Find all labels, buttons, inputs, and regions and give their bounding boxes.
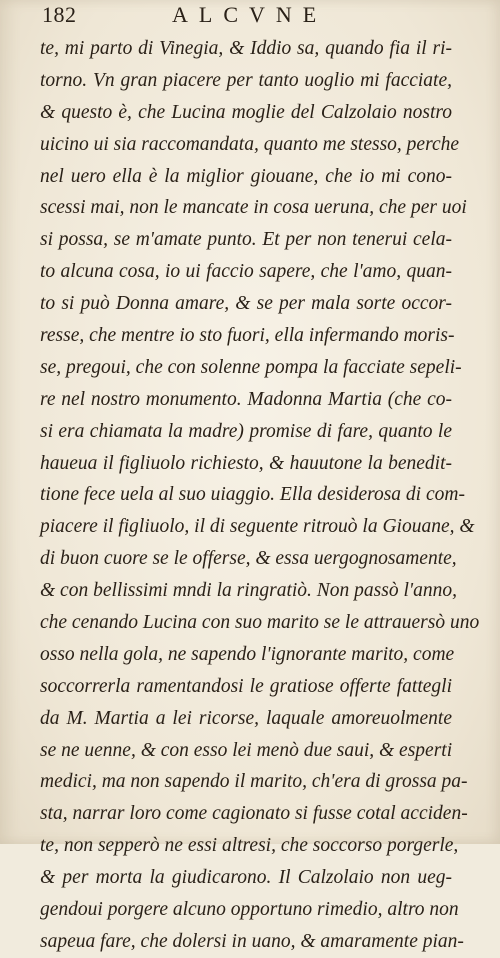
text-line: resse, che mentre io sto fuori, ella infermando moris- bbox=[40, 325, 455, 347]
text-line: gendoui porgere alcuno opportuno rimedio, altro non bbox=[40, 899, 459, 921]
text-line: medici, ma non sapendo il marito, ch'era di grossa pa- bbox=[40, 771, 468, 793]
running-head: ALCVNE bbox=[172, 2, 328, 27]
text-line: tione fece uela al suo uiaggio. Ella desiderosa di com- bbox=[40, 484, 465, 506]
page-header bbox=[42, 2, 462, 30]
text-line: & con bellissimi mndi la ringratiò. Non passò l'anno, bbox=[40, 580, 457, 602]
text-line: scessi mai, non le mancate in cosa ueruna, che per uoi bbox=[40, 197, 467, 219]
text-line: sapeua fare, che dolersi in uano, & amaramente pian- bbox=[40, 930, 464, 952]
text-line: re nel nostro monumento. Madonna Martia (che co- bbox=[40, 388, 452, 410]
text-line: to si può Donna amare, & se per mala sorte occor- bbox=[40, 293, 452, 315]
text-line: di buon cuore se le offerse, & essa uergognosamente, bbox=[40, 548, 457, 570]
text-line: piacere il figliuolo, il di seguente ritrouò la Giouane, & bbox=[40, 516, 475, 538]
text-line: da M. Martia a lei ricorse, laquale amoreuolmente bbox=[40, 707, 452, 729]
text-line: sta, narrar loro come cagionato si fusse cotal acciden- bbox=[40, 803, 468, 825]
text-line: se, pregoui, che con solenne pompa la facciate sepeli- bbox=[40, 356, 462, 378]
text-line: si possa, se m'amate punto. Et per non tenerui cela- bbox=[40, 229, 452, 251]
text-line: nel uero ella è la miglior giouane, che io mi cono- bbox=[40, 165, 452, 187]
text-line: uicino ui sia raccomandata, quanto me stesso, perche bbox=[40, 133, 460, 155]
text-line: torno. Vn gran piacere per tanto uoglio mi facciate, bbox=[40, 69, 452, 91]
body-text bbox=[40, 33, 480, 958]
text-line: se ne uenne, & con esso lei menò due saui, & esperti bbox=[40, 739, 453, 761]
page-number: 182 bbox=[42, 2, 77, 27]
text-line: osso nella gola, ne sapendo l'ignorante marito, come bbox=[40, 643, 455, 665]
text-line: to alcuna cosa, io ui faccio sapere, che l'amo, quan- bbox=[40, 261, 452, 283]
text-line: te, mi parto di Vinegia, & Iddio sa, quando fia il ri- bbox=[40, 38, 452, 59]
text-line: te, non sepperò ne essi altresi, che soccorso porgerle, bbox=[40, 835, 459, 857]
text-line: & questo è, che Lucina moglie del Calzolaio nostro bbox=[40, 101, 452, 123]
text-line: si era chiamata la madre) promise di fare, quanto le bbox=[40, 420, 452, 442]
text-line: che cenando Lucina con suo marito se le attrauersò uno bbox=[40, 612, 480, 634]
text-line: & per morta la giudicarono. Il Calzolaio non ueg- bbox=[40, 867, 452, 889]
text-line: soccorrerla ramentandosi le gratiose offerte fattegli bbox=[40, 675, 452, 697]
text-line: haueua il figliuolo richiesto, & hauutone la benedit- bbox=[40, 452, 452, 474]
